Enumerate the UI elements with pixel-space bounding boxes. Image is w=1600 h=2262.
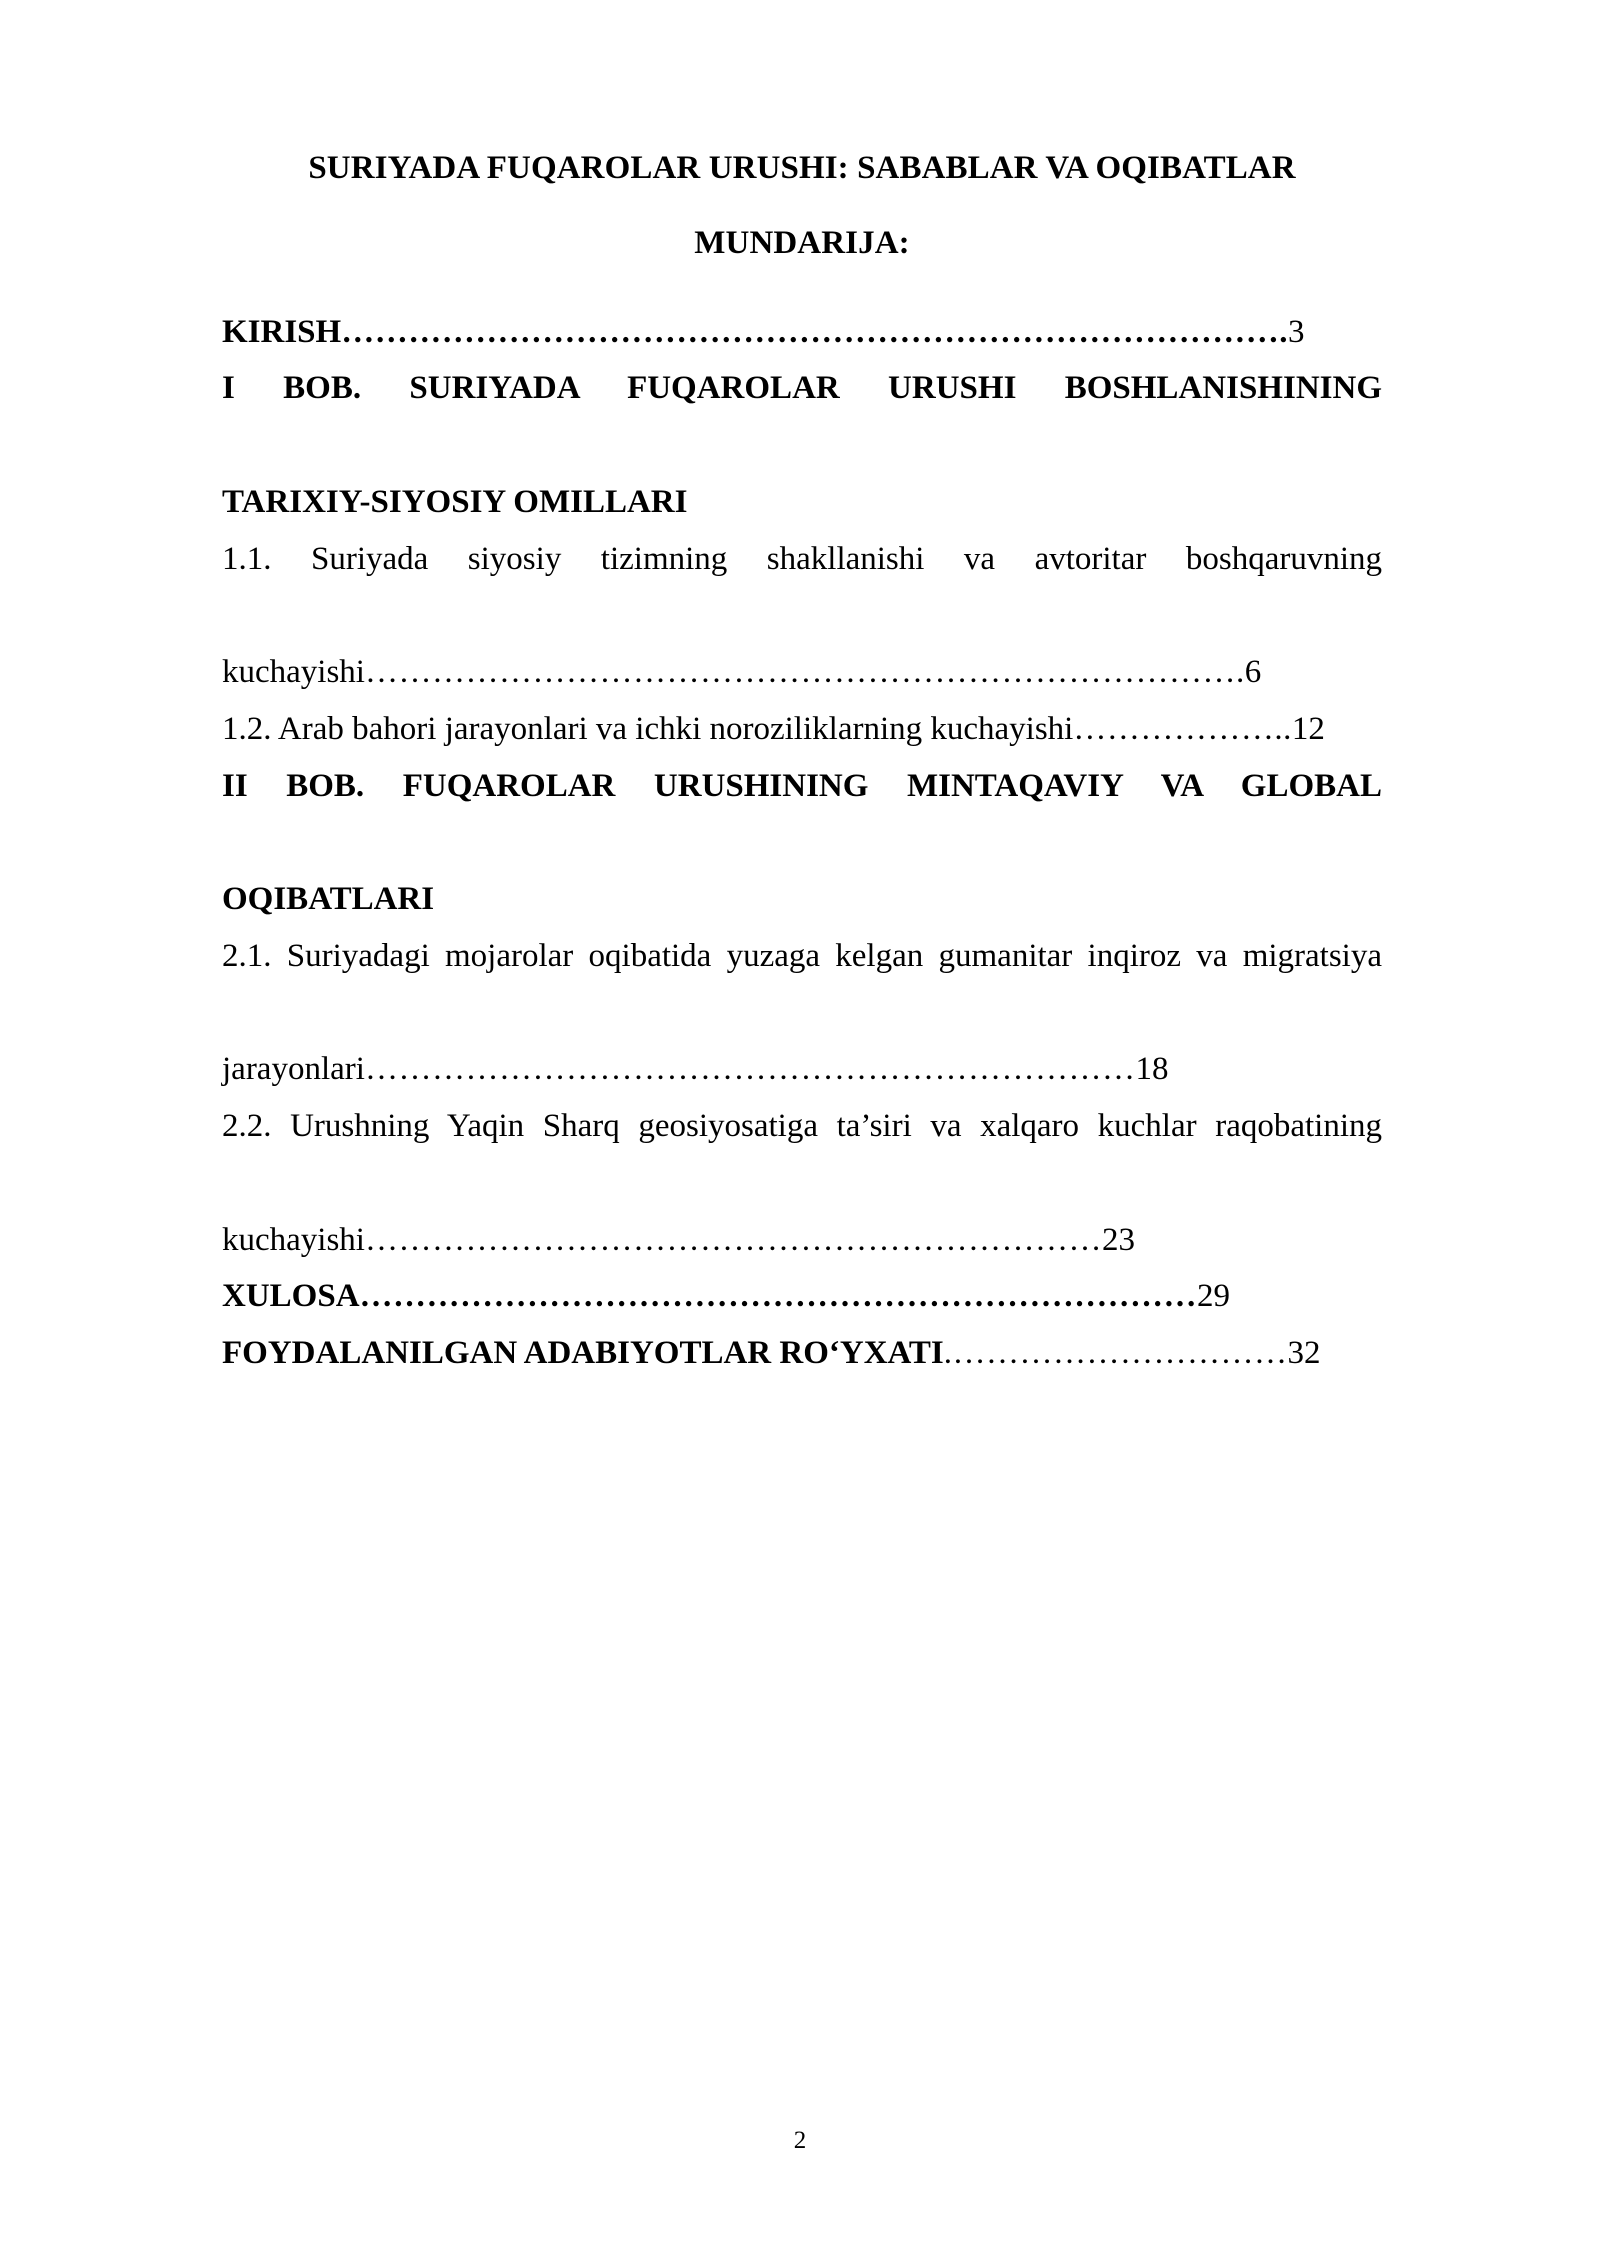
table-of-contents [222, 304, 1382, 1382]
toc-leader-dots: ………………………………………………………………… [359, 1278, 1198, 1315]
toc-entry-label: KIRISH [222, 313, 342, 350]
toc-entry-1-1-line-1[interactable] [222, 531, 1382, 645]
toc-entry-bob-1-line-2[interactable] [222, 474, 1382, 531]
toc-entry-label: OQIBATLARI [222, 881, 435, 917]
toc-leader-dots: ……………………………………………………………………. [364, 654, 1245, 690]
toc-entry-2-2-line-1[interactable] [222, 1098, 1382, 1212]
toc-entry-label: kuchayishi [222, 654, 365, 690]
toc-entry-1-1-line-2[interactable] [222, 644, 1382, 701]
table-of-contents-heading: MUNDARIJA: [694, 224, 910, 261]
toc-leader-dots: …………………………………………………………………………. [341, 313, 1288, 350]
toc-leader-dots: …………………………………………………………… [364, 1051, 1136, 1088]
toc-entry-label: jarayonlari [222, 1051, 365, 1088]
toc-entry-label: I BOB. SURIYADA FUQAROLAR URUSHI BOSHLANISHINING [222, 370, 1382, 407]
toc-entry-label: kuchayishi [222, 1221, 365, 1258]
toc-entry-bob-2-line-2[interactable] [222, 871, 1382, 928]
footer-page-number: 2 [793, 2127, 807, 2154]
toc-entry-label: II BOB. FUQAROLAR URUSHINING MINTAQAVIY VA GLOBAL [222, 767, 1382, 804]
toc-leader-dots: .………………………… [943, 1335, 1288, 1371]
toc-page-number: 18 [1135, 1051, 1169, 1088]
toc-page-number: 12 [1291, 710, 1325, 747]
toc-entry-label: 2.2. Urushning Yaqin Sharq geosiyosatiga ta’siri va xalqaro kuchlar raqobatining [222, 1108, 1382, 1144]
toc-page-number: 23 [1101, 1221, 1135, 1258]
toc-entry-bob-1-line-1[interactable] [222, 360, 1382, 474]
toc-leader-dots: ……………….. [1073, 710, 1292, 747]
toc-page-number: 29 [1197, 1278, 1231, 1315]
toc-entry-bob-2-line-1[interactable] [222, 758, 1382, 872]
page-title: SURIYADA FUQAROLAR URUSHI: SABABLAR VA OQIBATLAR [308, 150, 1296, 186]
toc-page-number: 3 [1287, 313, 1305, 350]
toc-entry-label: FOYDALANILGAN ADABIYOTLAR RO‘YXATI [222, 1335, 944, 1371]
toc-entry-adabiyotlar[interactable] [222, 1325, 1382, 1382]
toc-leader-dots: ………………………………………………………… [364, 1221, 1102, 1258]
toc-entry-2-1-line-1[interactable] [222, 928, 1382, 1042]
toc-page-number: 32 [1287, 1335, 1321, 1371]
toc-entry-label: TARIXIY-SIYOSIY OMILLARI [222, 483, 688, 520]
toc-entry-label: 1.1. Suriyada siyosiy tizimning shakllanishi va avtoritar boshqaruvning [222, 540, 1382, 577]
page-content [222, 140, 1382, 1382]
toc-entry-xulosa[interactable] [222, 1268, 1382, 1325]
toc-entry-label: 1.2. Arab bahori jarayonlari va ichki noroziliklarning kuchayishi [222, 710, 1074, 747]
toc-entry-1-2[interactable] [222, 701, 1382, 758]
toc-page-number: 6 [1244, 654, 1262, 690]
toc-entry-2-2-line-2[interactable] [222, 1212, 1382, 1269]
toc-entry-label: XULOSA [222, 1278, 360, 1315]
toc-entry-2-1-line-2[interactable] [222, 1041, 1382, 1098]
toc-entry-kirish[interactable] [222, 304, 1382, 361]
toc-entry-label: 2.1. Suriyadagi mojarolar oqibatida yuzaga kelgan gumanitar inqiroz va migratsiya [222, 937, 1382, 974]
